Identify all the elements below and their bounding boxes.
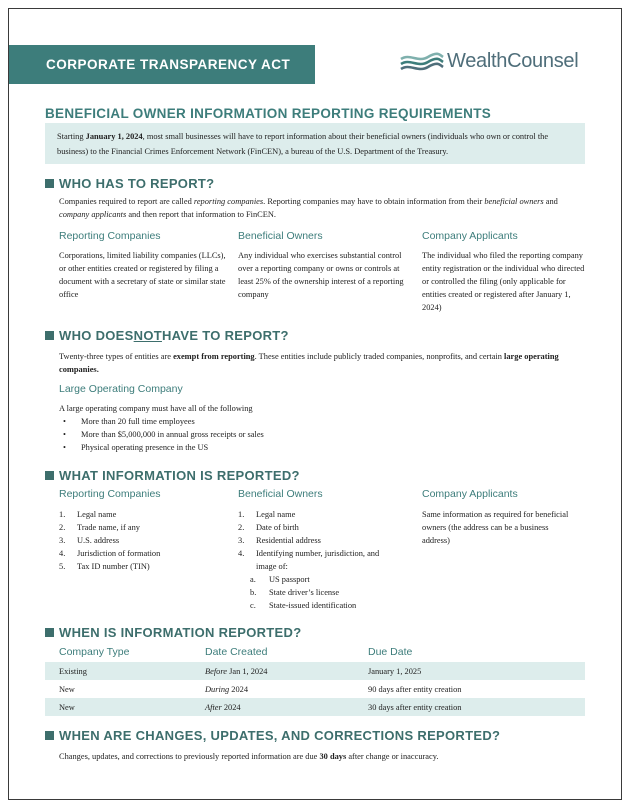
cell-due: January 1, 2025: [354, 662, 585, 680]
list-item: 3. U.S. address: [59, 536, 120, 545]
header-banner: [9, 45, 315, 84]
logo: [400, 50, 578, 73]
section-what-heading: [45, 468, 300, 483]
due-date-table: [45, 643, 585, 716]
col-header-company-type: Company Type: [59, 645, 130, 658]
square-bullet-icon: [45, 471, 54, 480]
wave-logo-icon: [400, 51, 444, 73]
table-header-row: [45, 643, 585, 662]
list-item: 1. Legal name: [59, 510, 117, 519]
cell-due: 90 days after entity creation: [368, 684, 462, 694]
who-col2-title: Beneficial Owners: [238, 230, 323, 242]
who-col3-title: Company Applicants: [422, 230, 518, 242]
what-col2-list: [238, 508, 398, 612]
what-col2-title: Beneficial Owners: [238, 488, 323, 500]
who-col2-text: Any individual who exercises substantial control over a reporting company or owns or controls at least 25% of the ownership interest of a reporting company: [238, 251, 404, 299]
cell-type: New: [59, 684, 75, 694]
cell-type: Existing: [45, 662, 191, 680]
banner-title: CORPORATE TRANSPARENCY ACT: [46, 57, 291, 72]
section-when-heading: [45, 625, 301, 640]
large-company-title: Large Operating Company: [59, 383, 183, 395]
not-heading-pre: WHO DOES: [59, 328, 134, 343]
section-not-heading: [45, 328, 289, 343]
logo-text: WealthCounsel: [447, 50, 579, 72]
list-item: • More than 20 full time employees: [59, 415, 264, 428]
cell-date: During 2024: [205, 684, 249, 694]
intro-rest: , most small businesses will have to report information about their beneficial owners (individuals who own or control the business) to the Financial Crimes Enforcement Network (FinCEN), a bureau of the U.S. Department of the Treasury.: [57, 132, 549, 156]
table-row: [45, 662, 585, 680]
cell-due: 30 days after entity creation: [354, 698, 585, 716]
intro-lead: Starting: [57, 132, 86, 141]
who-em-3: company applicants: [59, 210, 127, 219]
cell-type: New: [45, 698, 191, 716]
list-item: 3. Residential address: [238, 536, 321, 545]
not-heading-post: HAVE TO REPORT?: [161, 328, 289, 343]
who-paragraph: [59, 195, 585, 221]
section-who-title: WHO HAS TO REPORT?: [59, 176, 215, 191]
col-header-due-date: Due Date: [368, 645, 413, 658]
square-bullet-icon: [45, 628, 54, 637]
id-sublist: [250, 573, 398, 612]
list-item: a. US passport: [250, 575, 310, 584]
list-item: 2. Date of birth: [238, 523, 299, 532]
changes-paragraph: [59, 750, 585, 763]
list-item: 4. Jurisdiction of formation: [59, 549, 161, 558]
square-bullet-icon: [45, 331, 54, 340]
who-text-3: and: [543, 197, 558, 206]
square-bullet-icon: [45, 179, 54, 188]
changes-bold: 30 days: [319, 752, 347, 761]
intro-date: January 1, 2024: [85, 132, 143, 141]
list-item: 2. Trade name, if any: [59, 523, 140, 532]
section-when-title: WHEN IS INFORMATION REPORTED?: [59, 625, 302, 640]
table-row: [45, 698, 585, 716]
who-em-1: reporting companies: [193, 197, 264, 206]
section-what-title: WHAT INFORMATION IS REPORTED?: [59, 468, 300, 483]
not-bold-2: large operating companies.: [59, 352, 559, 374]
changes-text-2: after change or inaccuracy.: [346, 752, 439, 761]
cell-date: Before Jan 1, 2024: [191, 662, 354, 680]
col-header-date-created: Date Created: [205, 645, 268, 658]
section-who-heading: [45, 176, 214, 191]
intro-box: [45, 123, 585, 164]
large-company-text: A large operating company must have all of the following: [59, 404, 253, 413]
large-company-bullets: [59, 415, 264, 454]
page-title: BENEFICIAL OWNER INFORMATION REPORTING REQUIREMENTS: [45, 106, 492, 121]
not-bold-1: exempt from reporting: [173, 352, 255, 361]
not-heading-not: NOT: [133, 328, 162, 343]
list-item: 5. Tax ID number (TIN): [59, 562, 150, 571]
who-em-2: beneficial owners: [484, 197, 544, 206]
changes-text-1: Changes, updates, and corrections to previously reported information are due: [59, 752, 320, 761]
list-item: 4. Identifying number, jurisdiction, and image of: a. US passport b. State driver’s license c. State-issued identification: [238, 547, 398, 612]
what-col3-title: Company Applicants: [422, 488, 518, 500]
what-col1-list: [59, 508, 160, 573]
who-text-2: . Reporting companies may have to obtain information from their: [263, 197, 485, 206]
list-item: b. State driver’s license: [250, 588, 340, 597]
list-item: 1. Legal name: [238, 510, 296, 519]
not-text-1: Twenty-three types of entities are: [59, 352, 174, 361]
who-col3-text: The individual who filed the reporting company entity registration or the individual who directed or controlled the filing (only applicable for entities created or registered after January 1, 2024): [422, 251, 585, 312]
list-item: • More than $5,000,000 in annual gross receipts or sales: [59, 428, 264, 441]
who-col1-title: Reporting Companies: [59, 230, 161, 242]
what-col3-text: Same information as required for beneficial owners (the address can be a business address): [422, 510, 569, 545]
what-col1-title: Reporting Companies: [59, 488, 161, 500]
not-paragraph: [59, 350, 585, 376]
who-text-4: and then report that information to FinCEN.: [126, 210, 277, 219]
section-changes-title: WHEN ARE CHANGES, UPDATES, AND CORRECTIONS REPORTED?: [59, 728, 501, 743]
cell-date: After 2024: [191, 698, 354, 716]
square-bullet-icon: [45, 731, 54, 740]
section-changes-heading: [45, 728, 500, 743]
who-col1-text: Corporations, limited liability companies (LLCs), or other entities created or registered by filing a document with a secretary of state or similar state office: [59, 251, 226, 299]
table-row: [45, 680, 585, 698]
list-item: • Physical operating presence in the US: [59, 441, 264, 454]
who-text-1: Companies required to report are called: [59, 197, 194, 206]
list-item: c. State-issued identification: [250, 601, 357, 610]
not-text-2: . These entities include publicly traded companies, nonprofits, and certain: [254, 352, 505, 361]
